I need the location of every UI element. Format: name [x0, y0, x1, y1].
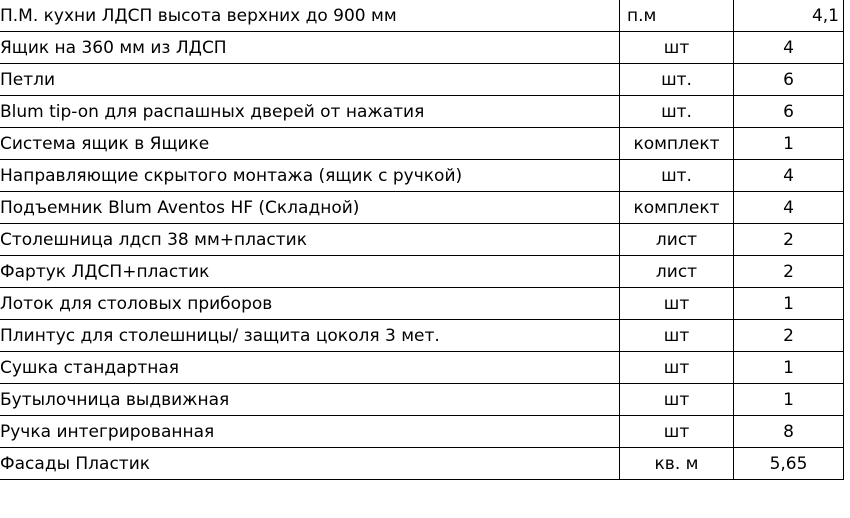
quantity-cell[interactable]: 2: [734, 224, 844, 256]
unit-cell[interactable]: комплект: [620, 192, 734, 224]
unit-cell[interactable]: п.м: [620, 0, 734, 32]
item-name-cell[interactable]: Система ящик в Ящике: [0, 128, 620, 160]
item-name-cell[interactable]: Ящик на 360 мм из ЛДСП: [0, 32, 620, 64]
quantity-cell[interactable]: 4: [734, 192, 844, 224]
unit-cell[interactable]: шт.: [620, 160, 734, 192]
unit-cell[interactable]: лист: [620, 256, 734, 288]
table-row: [0, 32, 844, 64]
table-row: [0, 416, 844, 448]
quantity-cell[interactable]: 1: [734, 128, 844, 160]
quantity-cell[interactable]: 1: [734, 288, 844, 320]
quantity-cell[interactable]: 2: [734, 320, 844, 352]
item-name-cell[interactable]: П.М. кухни ЛДСП высота верхних до 900 мм: [0, 0, 620, 32]
item-name-cell[interactable]: Плинтус для столешницы/ защита цоколя 3 мет.: [0, 320, 620, 352]
quantity-cell[interactable]: 1: [734, 352, 844, 384]
table-row: [0, 160, 844, 192]
unit-cell[interactable]: шт.: [620, 64, 734, 96]
quantity-cell[interactable]: 2: [734, 256, 844, 288]
table-row: [0, 256, 844, 288]
table-row: [0, 64, 844, 96]
quantity-cell[interactable]: 6: [734, 96, 844, 128]
item-name-cell[interactable]: Фартук ЛДСП+пластик: [0, 256, 620, 288]
item-name-cell[interactable]: Бутылочница выдвижная: [0, 384, 620, 416]
quantity-cell[interactable]: 4: [734, 160, 844, 192]
item-name-cell[interactable]: Сушка стандартная: [0, 352, 620, 384]
table-row: [0, 288, 844, 320]
unit-cell[interactable]: комплект: [620, 128, 734, 160]
item-name-cell[interactable]: Петли: [0, 64, 620, 96]
unit-cell[interactable]: шт: [620, 32, 734, 64]
table-row: [0, 224, 844, 256]
quantity-cell[interactable]: 4: [734, 32, 844, 64]
item-name-cell[interactable]: Фасады Пластик: [0, 448, 620, 480]
table-row: [0, 352, 844, 384]
unit-cell[interactable]: шт: [620, 320, 734, 352]
unit-cell[interactable]: лист: [620, 224, 734, 256]
table-row: [0, 320, 844, 352]
table-row: [0, 448, 844, 480]
item-name-cell[interactable]: Подъемник Blum Aventos HF (Складной): [0, 192, 620, 224]
item-name-cell[interactable]: Направляющие скрытого монтажа (ящик с ручкой): [0, 160, 620, 192]
unit-cell[interactable]: кв. м: [620, 448, 734, 480]
unit-cell[interactable]: шт: [620, 384, 734, 416]
item-name-cell[interactable]: Ручка интегрированная: [0, 416, 620, 448]
quantity-cell[interactable]: 1: [734, 384, 844, 416]
table-row: [0, 0, 844, 32]
item-name-cell[interactable]: Столешница лдсп 38 мм+пластик: [0, 224, 620, 256]
unit-cell[interactable]: шт: [620, 416, 734, 448]
item-name-cell[interactable]: Blum tip-on для распашных дверей от нажатия: [0, 96, 620, 128]
quantity-cell[interactable]: 5,65: [734, 448, 844, 480]
quantity-cell[interactable]: 6: [734, 64, 844, 96]
quantity-cell[interactable]: 4,1: [734, 0, 844, 32]
unit-cell[interactable]: шт: [620, 288, 734, 320]
unit-cell[interactable]: шт.: [620, 96, 734, 128]
unit-cell[interactable]: шт: [620, 352, 734, 384]
table-row: [0, 96, 844, 128]
quantity-cell[interactable]: 8: [734, 416, 844, 448]
item-name-cell[interactable]: Лоток для столовых приборов: [0, 288, 620, 320]
table-row: [0, 192, 844, 224]
table-row: [0, 128, 844, 160]
table-row: [0, 384, 844, 416]
